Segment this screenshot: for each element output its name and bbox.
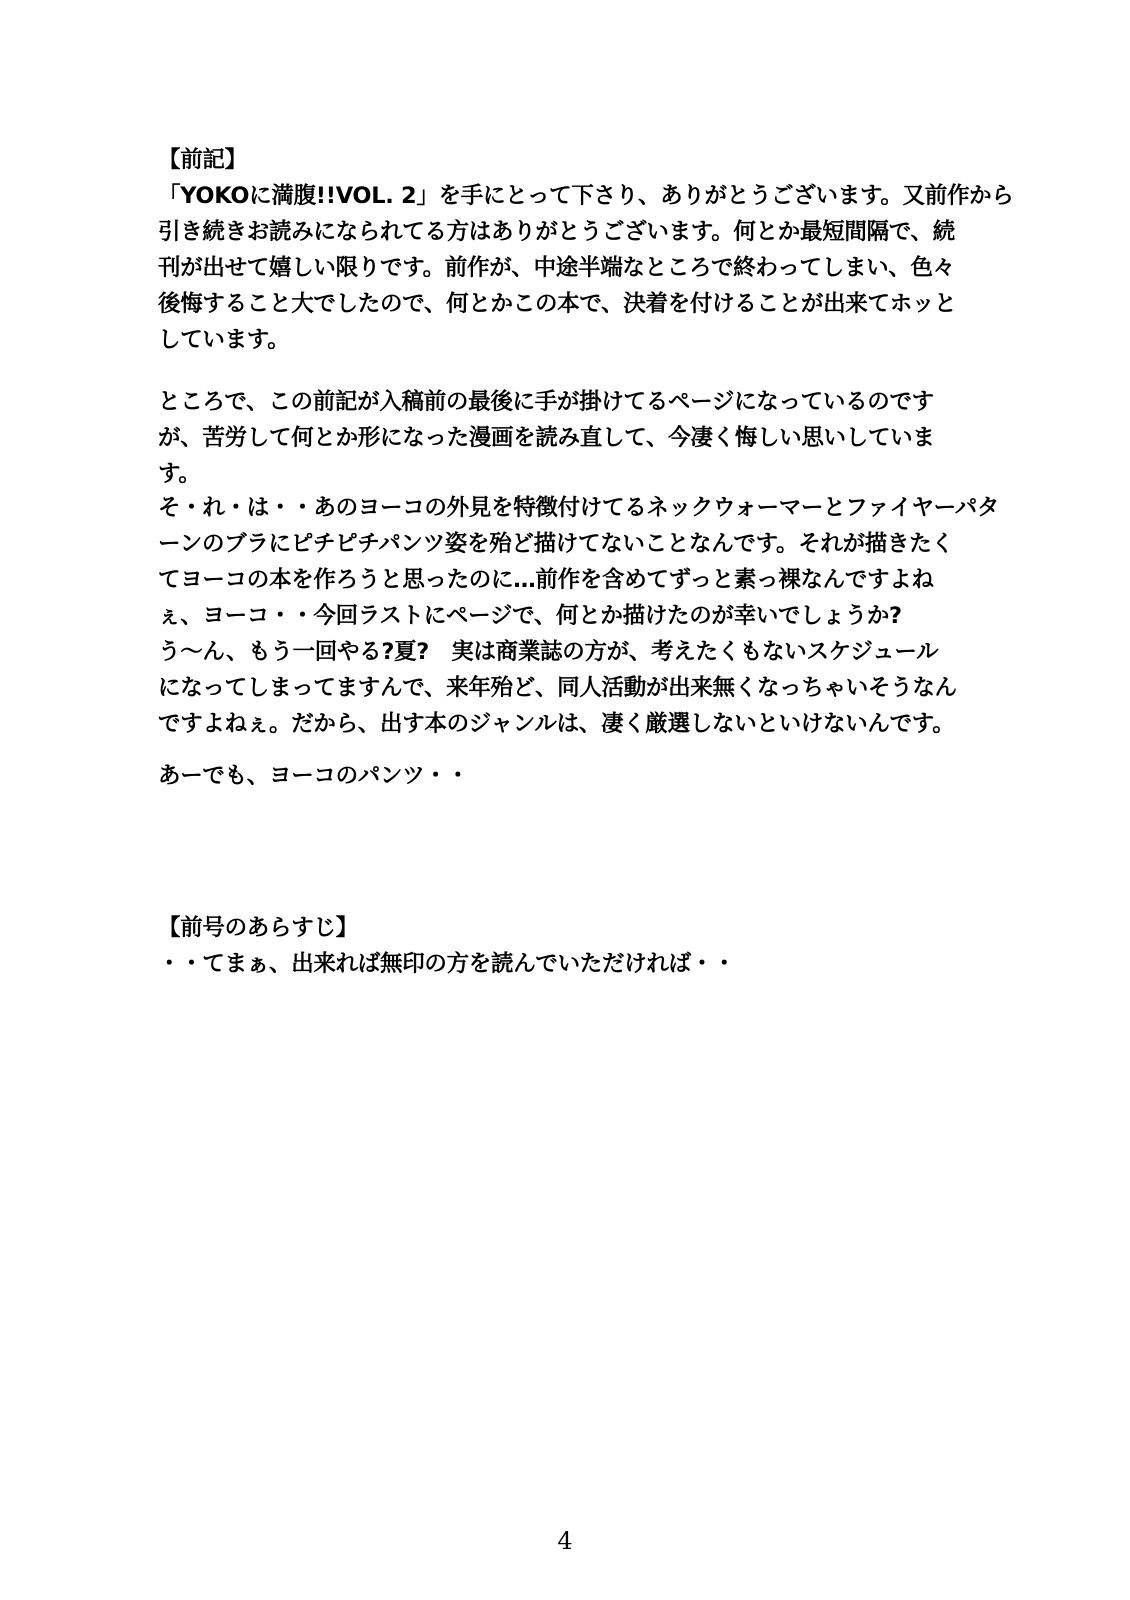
preface-paragraph-3 bbox=[158, 490, 1000, 742]
paragraph-line: そ・れ・は・・あのヨーコの外見を特徴付けてるネックウォーマーとファイヤーパタ bbox=[158, 495, 1000, 521]
paragraph-line: ですよねぇ。だから、出す本のジャンルは、凄く厳選しないといけないんです。 bbox=[158, 711, 955, 737]
paragraph-line: てヨーコの本を作ろうと思ったのに…前作を含めてずっと素っ裸なんですよね bbox=[158, 567, 934, 593]
paragraph-line: う～ん、もう一回やる?夏? 実は商業誌の方が、考えたくもないスケジュール bbox=[158, 639, 939, 665]
preface-paragraph-2 bbox=[158, 384, 958, 492]
synopsis-section bbox=[158, 910, 958, 982]
paragraph-line: しています。 bbox=[158, 327, 290, 353]
paragraph-line: あーでも、ヨーコのパンツ・・ bbox=[158, 763, 469, 789]
paragraph-line: 引き続きお読みになられてる方はありがとうございます。何とか最短間隔で、続 bbox=[158, 219, 955, 245]
paragraph-line: 刊が出せて嬉しい限りです。前作が、中途半端なところで終わってしまい、色々 bbox=[158, 255, 955, 281]
preface-heading-text: 【前記】 bbox=[158, 147, 247, 173]
synopsis-body: ・・てまぁ、出来れば無印の方を読んでいただければ・・ bbox=[158, 951, 736, 977]
preface-paragraph-4 bbox=[158, 758, 958, 794]
paragraph-line: が、苦労して何とか形になった漫画を読み直して、今凄く悔しい思いしていま bbox=[158, 425, 935, 451]
preface-heading bbox=[158, 142, 958, 178]
synopsis-heading: 【前号のあらすじ】 bbox=[158, 915, 358, 941]
paragraph-line: 「YOKOに満腹!!VOL. 2」を手にとって下さり、ありがとうございます。又前作から bbox=[158, 183, 1014, 209]
paragraph-line: ぇ、ヨーコ・・今回ラストにページで、何とか描けたのが幸いでしょうか? bbox=[158, 603, 902, 629]
paragraph-line: 後悔すること大でしたので、何とかこの本で、決着を付けることが出来てホッと bbox=[158, 291, 957, 317]
paragraph-line: ところで、この前記が入稿前の最後に手が掛けてるページになっているのです bbox=[158, 389, 934, 415]
paragraph-line: ーンのブラにピチピチパンツ姿を殆ど描けてないことなんです。それが描きたく bbox=[158, 531, 954, 557]
paragraph-line: になってしまってますんで、来年殆ど、同人活動が出来無くなっちゃいそうなん bbox=[158, 675, 957, 701]
paragraph-line: す。 bbox=[158, 461, 201, 487]
page-number: 4 bbox=[557, 1527, 573, 1555]
preface-paragraph-1 bbox=[158, 178, 1014, 358]
